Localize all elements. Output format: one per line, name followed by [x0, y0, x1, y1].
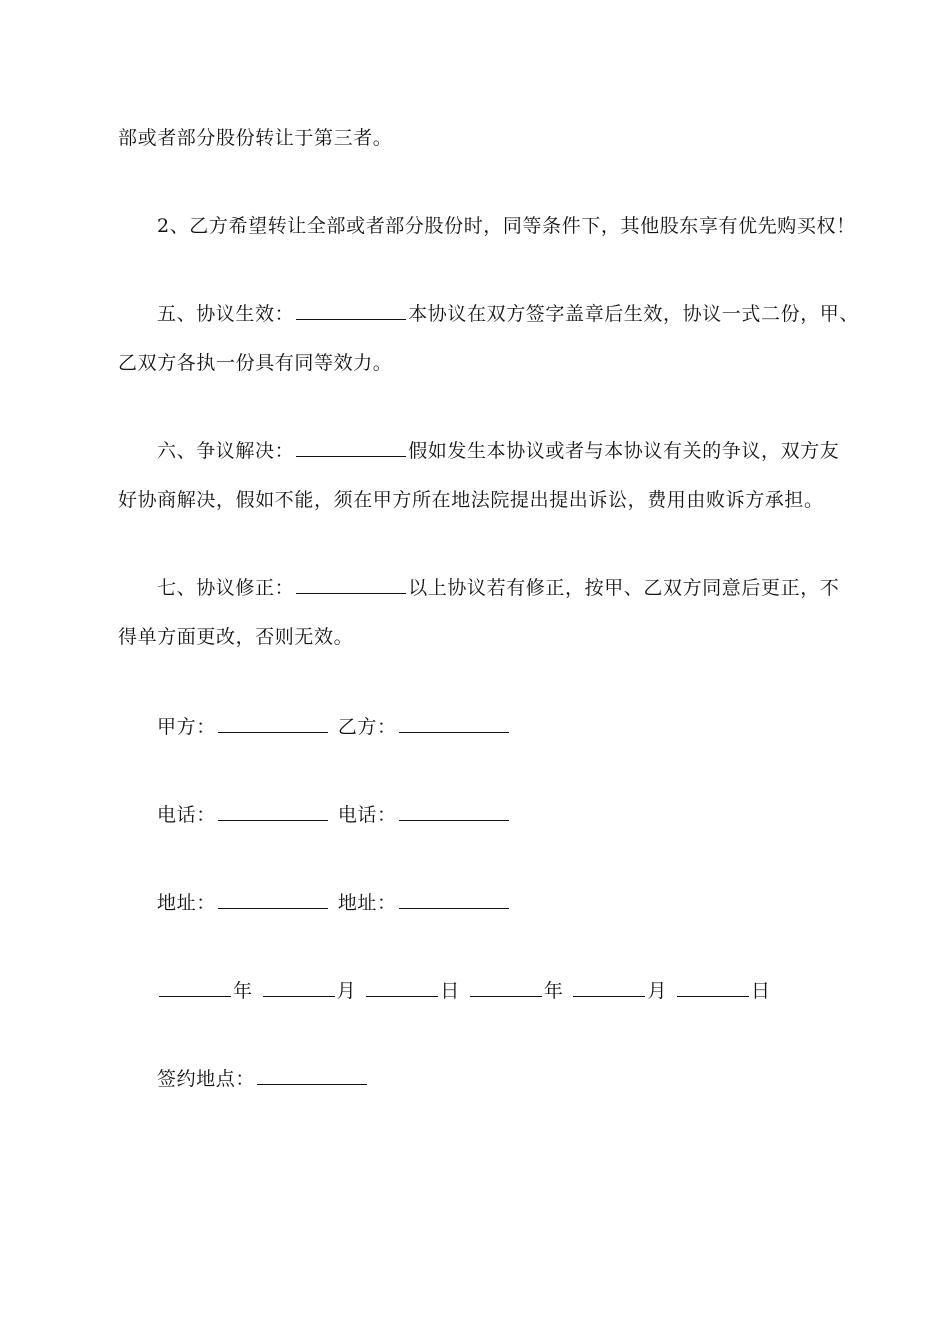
signature-address-row [157, 891, 511, 915]
paragraph-clause4-item2: 2、乙方希望转让全部或者部分股份时，同等条件下，其他股东享有优先购买权！ [157, 215, 856, 237]
phone-b-blank [399, 804, 509, 821]
day-b-label: 日 [751, 980, 771, 1002]
signing-place-blank [257, 1068, 367, 1085]
section6-line2: 好协商解决，假如不能，须在甲方所在地法院提出提出诉讼，费用由败诉方承担。 [118, 489, 824, 511]
month-a-label: 月 [336, 980, 357, 1002]
month-a-blank [263, 980, 335, 997]
address-a-blank [218, 892, 328, 909]
signature-date-row [157, 979, 771, 1003]
address-b-label: 地址： [337, 892, 397, 914]
section5-line1 [157, 302, 859, 326]
day-a-blank [366, 980, 438, 997]
section6-line1 [157, 439, 839, 463]
section5-blank [296, 303, 406, 320]
phone-b-label: 电话： [337, 804, 397, 826]
signature-parties-row [157, 715, 511, 739]
year-a-blank [159, 980, 231, 997]
section6-label: 六、争议解决： [157, 440, 295, 462]
section5-line2: 乙双方各执一份具有同等效力。 [118, 352, 393, 374]
party-a-label: 甲方： [157, 716, 216, 738]
section7-label: 七、协议修正： [157, 577, 295, 599]
phone-a-label: 电话： [157, 804, 216, 826]
address-b-blank [399, 892, 509, 909]
address-a-label: 地址： [157, 892, 216, 914]
section5-label: 五、协议生效： [157, 303, 295, 325]
section6-text: 假如发生本协议或者与本协议有关的争议，双方友 [408, 440, 840, 462]
year-b-label: 年 [543, 980, 564, 1002]
section7-blank [296, 577, 406, 594]
month-b-label: 月 [647, 980, 668, 1002]
year-a-label: 年 [233, 980, 253, 1002]
party-b-blank [399, 716, 509, 733]
section7-text: 以上协议若有修正，按甲、乙双方同意后更正，不 [408, 577, 840, 599]
party-b-label: 乙方： [337, 716, 397, 738]
section7-line1 [157, 576, 839, 600]
month-b-blank [573, 980, 645, 997]
day-a-label: 日 [440, 980, 460, 1002]
party-a-blank [218, 716, 328, 733]
signing-place-row [157, 1067, 369, 1091]
day-b-blank [677, 980, 749, 997]
phone-a-blank [218, 804, 328, 821]
year-b-blank [470, 980, 542, 997]
paragraph-clause4-continuation: 部或者部分股份转让于第三者。 [118, 127, 393, 149]
section6-blank [296, 440, 406, 457]
section7-line2: 得单方面更改，否则无效。 [118, 626, 354, 648]
signing-place-label: 签约地点： [157, 1068, 256, 1090]
signature-phone-row [157, 803, 511, 827]
section5-text: 本协议在双方签字盖章后生效，协议一式二份，甲、 [408, 303, 860, 325]
